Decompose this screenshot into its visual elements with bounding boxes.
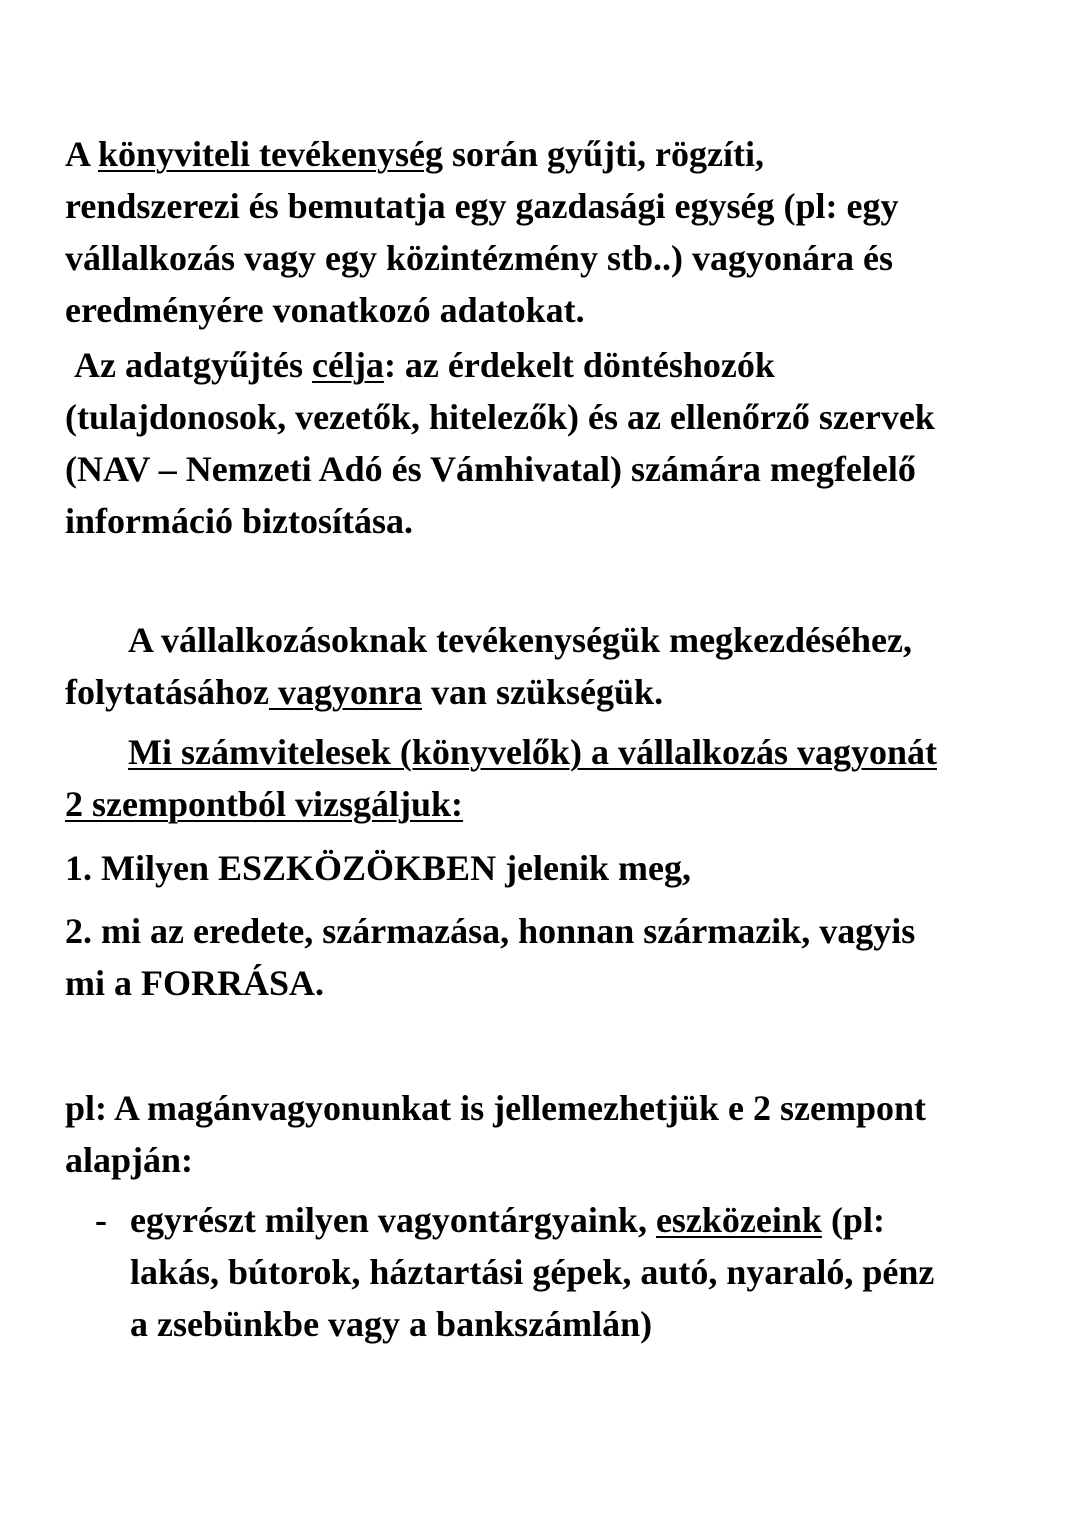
paragraph-private-assets-example: [65, 1082, 1055, 1186]
text-line: Az adatgyűjtés célja: az érdekelt döntéshozók: [74, 345, 775, 385]
text-line: vállalkozás vagy egy közintézmény stb..) vagyonára és: [65, 238, 893, 278]
paragraph-data-collection-goal: [65, 339, 1055, 547]
text-line: mi a FORRÁSA.: [65, 963, 324, 1003]
text-line: rendszerezi és bemutatja egy gazdasági egység (pl: egy: [65, 186, 899, 226]
text-line: információ biztosítása.: [65, 501, 413, 541]
paragraph-two-aspects: [65, 726, 1055, 830]
underlined-term: könyviteli tevékenység: [98, 134, 443, 174]
text-line: 1. Milyen ESZKÖZÖKBEN jelenik meg,: [65, 848, 692, 888]
text-line: [65, 778, 1055, 830]
list-item-sources: [65, 905, 1055, 1009]
underlined-heading: Mi számvitelesek (könyvelők) a vállalkozás vagyonát: [128, 732, 937, 772]
list-item-assets: [65, 842, 1055, 894]
paragraph-business-assets: [65, 614, 1055, 718]
bullet-item-possessions: [130, 1194, 1055, 1350]
bullet-dash: -: [95, 1200, 107, 1240]
text-line: (tulajdonosok, vezetők, hitelezők) és az ellenőrző szervek: [65, 397, 935, 437]
text-line: (NAV – Nemzeti Adó és Vámhivatal) számára megfelelő: [65, 449, 916, 489]
text-line: A könyviteli tevékenység során gyűjti, rögzíti,: [65, 134, 764, 174]
underlined-term: eszközeink: [655, 1200, 822, 1240]
text-line: pl: A magánvagyonunkat is jellemezhetjük e 2 szempont: [65, 1088, 927, 1128]
text-line: eredményére vonatkozó adatokat.: [65, 290, 585, 330]
paragraph-accounting-activity: [65, 128, 1055, 336]
text-line: A vállalkozásoknak tevékenységük megkezdéséhez,: [128, 620, 913, 660]
text-line: folytatásához vagyonra van szükségük.: [65, 672, 664, 712]
underlined-term: vagyonra: [268, 672, 422, 712]
text-line: lakás, bútorok, háztartási gépek, autó, nyaraló, pénz: [130, 1252, 935, 1292]
text-line: [65, 726, 1055, 778]
text-line: a zsebünkbe vagy a bankszámlán): [130, 1304, 653, 1344]
underlined-term: célja: [311, 345, 384, 385]
text-line: 2. mi az eredete, származása, honnan származik, vagyis: [65, 911, 916, 951]
text-line: alapján:: [65, 1140, 194, 1180]
underlined-heading: 2 szempontból vizsgáljuk:: [65, 784, 464, 824]
text-line: egyrészt milyen vagyontárgyaink, eszközeink (pl:: [130, 1200, 885, 1240]
